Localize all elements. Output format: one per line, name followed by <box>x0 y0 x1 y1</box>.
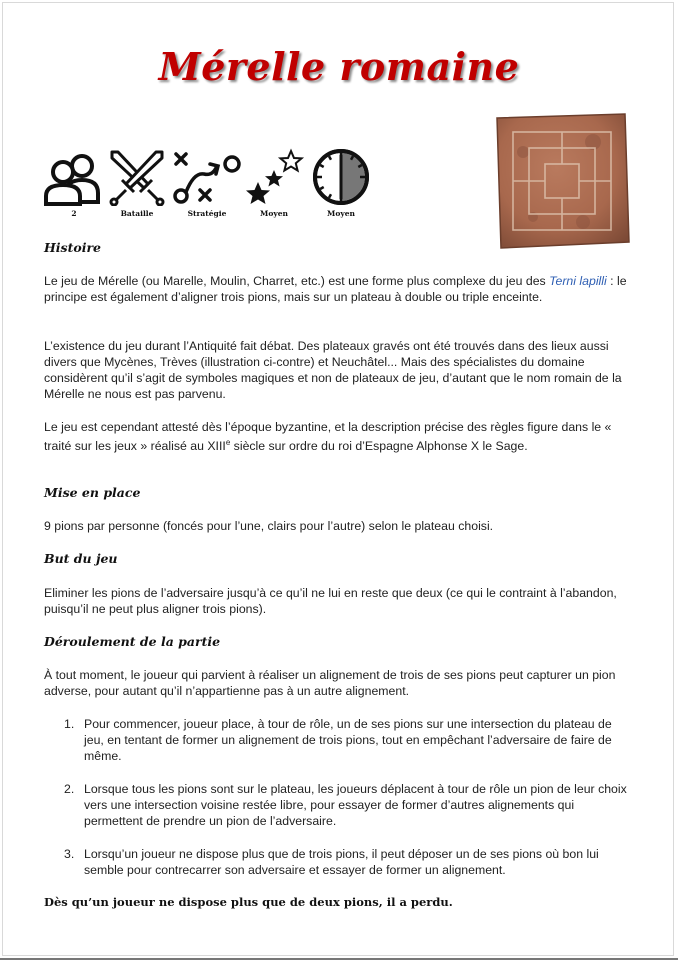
step-text: Lorsque tous les pions sont sur le plateau, les joueurs déplacent à tour de rôle un pion de leur choix vers une intersection voisine restée libre, pour essayer de former d’autres alignements qui permettent de prendre un pion de l’adversaire. <box>84 782 627 828</box>
type-info <box>104 148 170 218</box>
type-label: Bataille <box>120 209 154 218</box>
step-number: 1. <box>64 717 75 731</box>
mise-en-place-title: Mise en place <box>44 485 141 500</box>
final-rule: Dès qu’un joueur ne dispose plus que de deux pions, il a perdu. <box>44 895 453 909</box>
roman-board-image <box>493 112 631 250</box>
histoire-paragraph-2: L’existence du jeu durant l’Antiquité fait débat. Des plateaux gravés ont été trouvés dans des lieux aussi divers que Mycènes, Trèves (illustration ci-contre) et Neuchâtel... Mais des spécialistes du domaine considèrent qu’il s’agit de symboles magiques et non de plateaux de jeu, d’autant que le nom romain de la Mérelle ne nous est pas parvenu. <box>44 339 622 401</box>
game-info-icons <box>42 148 382 224</box>
clock-icon <box>308 148 374 206</box>
histoire-paragraph-1: Le jeu de Mérelle (ou Marelle, Moulin, Charret, etc.) est une forme plus complexe du jeu des Terni lapilli : le principe est également d’aligner trois pions, mais sur un plateau à double ou triple enceinte. <box>44 274 627 304</box>
deroulement-title: Déroulement de la partie <box>44 634 221 649</box>
players-icon <box>42 148 106 206</box>
crossed-swords-icon <box>104 148 170 206</box>
step-number: 2. <box>64 782 75 796</box>
players-info <box>42 148 106 218</box>
stars-icon <box>242 148 306 206</box>
but-du-jeu-title: But du jeu <box>44 551 118 566</box>
strategy-icon <box>172 148 242 206</box>
mise-en-place-paragraph: 9 pions par personne (foncés pour l’une, clairs pour l’autre) selon le plateau choisi. <box>44 519 494 533</box>
deroulement-intro: À tout moment, le joueur qui parvient à réaliser un alignement de trois de ses pions peut capturer un pion adverse, pour autant qu’il n’appartienne pas à un autre alignement. <box>44 668 616 698</box>
strategy-label: Stratégie <box>187 209 227 218</box>
strategy-info <box>172 148 242 218</box>
difficulty-info <box>242 148 306 218</box>
terni-lapilli-link[interactable]: Terni lapilli <box>549 274 607 288</box>
duration-info <box>308 148 374 218</box>
page-bottom-line <box>0 958 678 960</box>
histoire-paragraph-3: Le jeu est cependant attesté dès l’époque byzantine, et la description précise des règles figure dans le « traité sur les jeux » réalisé au XIIIe siècle sur ordre du roi d’Espagne Alphonse X le Sage. <box>44 420 612 454</box>
step-text: Pour commencer, joueur place, à tour de rôle, un de ses pions sur une intersection du plateau de jeu, en tentant de former un alignement de trois pions, tout en empêchant l’adversaire de faire de même. <box>84 717 612 763</box>
step-text: Lorsqu’un joueur ne dispose plus que de trois pions, il peut déposer un de ses pions où bon lui semble pour contrecarrer son adversaire et essayer de former un alignement. <box>84 847 599 877</box>
page-title: Mérelle romaine <box>158 44 520 89</box>
histoire-title: Histoire <box>44 240 101 255</box>
duration-label: Moyen <box>327 209 355 218</box>
but-du-jeu-paragraph: Eliminer les pions de l’adversaire jusqu’à ce qu’il ne lui en reste que deux (ce qui le contraint à l’abandon, puisqu’il ne peut plus aligner trois pions). <box>44 586 617 616</box>
step-number: 3. <box>64 847 75 861</box>
players-label: 2 <box>71 209 77 218</box>
difficulty-label: Moyen <box>260 209 288 218</box>
